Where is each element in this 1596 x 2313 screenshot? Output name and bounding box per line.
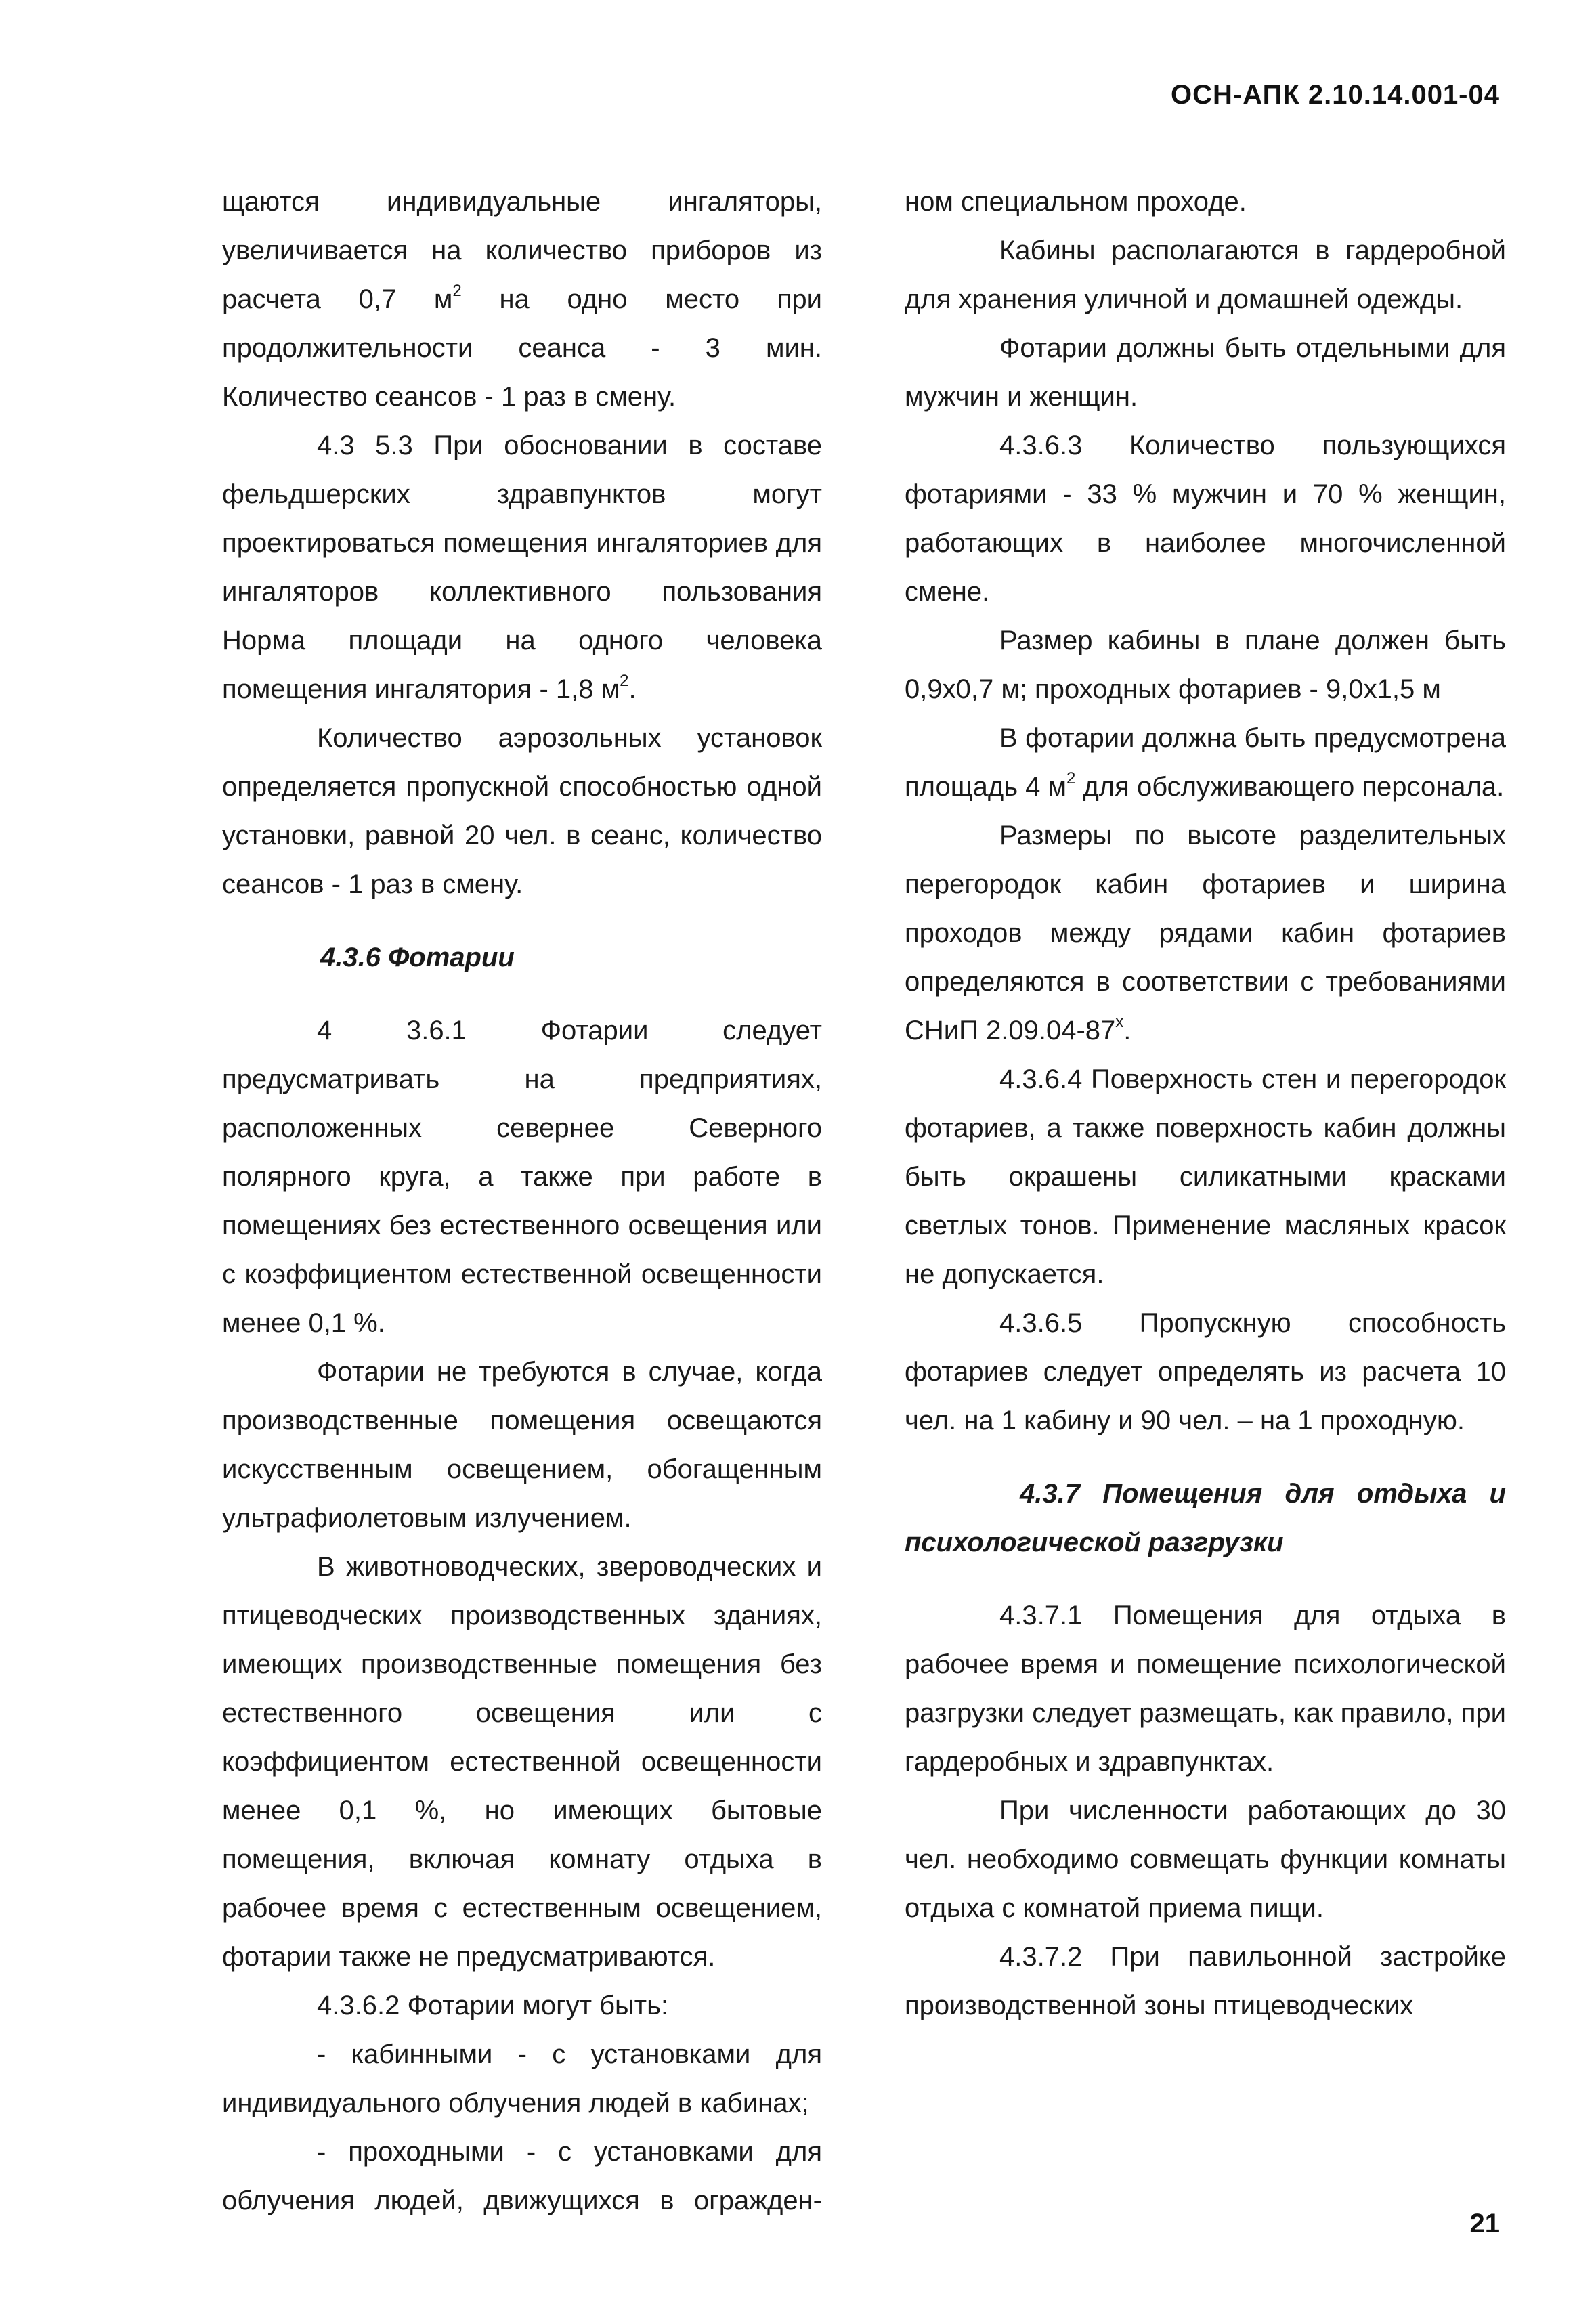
section-heading-4-3-7 (905, 1469, 1506, 1567)
paragraph: Фотарии должны быть отдельными для мужчин и женщин. (905, 333, 1506, 412)
paragraph-4-3-6-4: 4.3.6.4 Поверхность стен и перегородок фотариев, а также поверхность кабин должны быть окрашены силикатными красками светлых тонов. Применение масляных красок не допускается. (905, 1064, 1506, 1289)
page-number: 21 (1469, 2209, 1500, 2239)
paragraph: В фотарии должна быть предусмотрена площадь 4 $м^2$ для обслуживающего персонала. (905, 723, 1506, 802)
section-heading-line2: психологической разгрузки (905, 1528, 1284, 1557)
document-code: ОСН-АПК 2.10.14.001-04 (1171, 80, 1500, 110)
paragraph-4-3-6-1: 4 3.6.1 Фотарии следует предусматривать на предприятиях, расположенных севернее Северного полярного круга, а также при работе в помещениях без естественного освещения или с коэффициентом естественной освещенности менее 0,1 %. (222, 1016, 822, 1338)
paragraph: Размеры по высоте разделительных перегородок кабин фотариев и ширина проходов между рядами кабин фотариев определяются в соответствии с требованиями СНиП $2.09.04-87^х$. (905, 821, 1506, 1045)
paragraph-4-3-7-1: 4.3.7.1 Помещения для отдыха в рабочее время и помещение психологической разгрузки следует размещать, как правило, при гардеробных и здравпунктах. (905, 1601, 1506, 1777)
paragraph: щаются индивидуальные ингаляторы, увеличивается на количество приборов из расчета 0,7 $м^2$ на одно место при продолжительности сеанса - 3 мин. Количество сеансов - 1 раз в смену. (222, 187, 823, 412)
section-heading-4-3-6: 4.3.6 Фотарии (320, 943, 515, 972)
paragraph: Фотарии не требуются в случае, когда производственные помещения освещаются искусственным освещением, обогащенным ультрафиолетовым излучением. (222, 1357, 822, 1533)
paragraph-4-3-6-2: 4.3.6.2 Фотарии могут быть: (317, 1991, 669, 2020)
paragraph-4-3-5-3: 4.3 5.3 При обосновании в составе фельдшерских здравпунктов могут проектироваться помещения ингаляториев для ингаляторов коллективного пользования Норма площади на одного человека помещения ингалятория - 1,8 $м^2$. (222, 431, 822, 704)
paragraph-4-3-6-3: 4.3.6.3 Количество пользующихся фотариями - 33 % мужчин и 70 % женщин, работающих в наиболее многочисленной смене. (905, 431, 1506, 607)
paragraph-4-3-7-2: 4.3.7.2 При павильонной застройке производственной зоны птицеводческих (905, 1942, 1506, 2020)
list-item: - проходными - с установками для облучения людей, движущихся в огражден- (222, 2137, 822, 2215)
section-heading-line1: 4.3.7 Помещения для отдыха и (1020, 1479, 1506, 1509)
paragraph: ном специальном проходе. (905, 187, 1247, 217)
paragraph: Размер кабины в плане должен быть 0,9х0,7 м; проходных фотариев - 9,0х1,5 м (905, 626, 1506, 704)
paragraph: В животноводческих, звероводческих и птицеводческих производственных зданиях, имеющих производственные помещения без естественного освещения или с коэффициентом естественной освещенности менее 0,1 %, но имеющих бытовые помещения, включая комнату отдыха в рабочее время с естественным освещением, фотарии также не предусматриваются. (222, 1552, 822, 1972)
paragraph-4-3-6-5: 4.3.6.5 Пропускную способность фотариев следует определять из расчета 10 чел. на 1 кабину и 90 чел. – на 1 проходную. (905, 1308, 1506, 1435)
list-item: - кабинными - с установками для индивидуального облучения людей в кабинах; (222, 2039, 822, 2118)
right-column (905, 177, 1506, 2030)
paragraph: При численности работающих до 30 чел. необходимо совмещать функции комнаты отдыха с комнатой приема пищи. (905, 1796, 1506, 1923)
paragraph: Кабины располагаются в гардеробной для хранения уличной и домашней одежды. (905, 236, 1506, 314)
paragraph: Количество аэрозольных установок определяется пропускной способностью одной установки, равной 20 чел. в сеанс, количество сеансов - 1 раз в смену. (222, 723, 822, 899)
left-column (222, 177, 822, 2225)
